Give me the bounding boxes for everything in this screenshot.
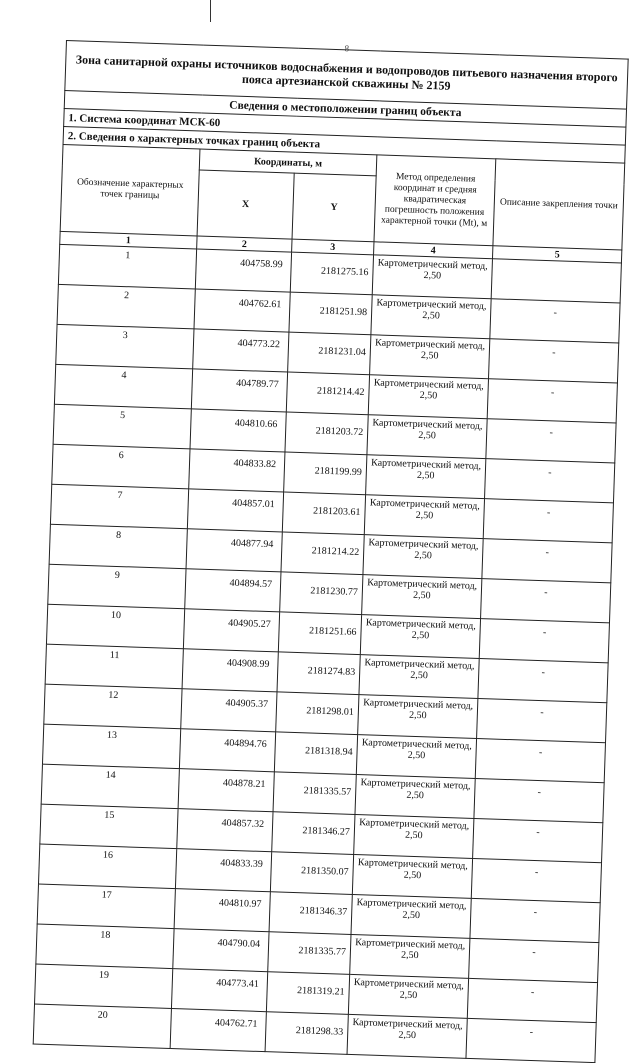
point-number: 3 — [56, 324, 194, 369]
point-number: 4 — [54, 364, 192, 409]
coordinate-x: 404773.22 — [193, 329, 289, 372]
coordinate-system: 1. Система координат МСК-60 — [64, 108, 626, 145]
coordinate-y: 2181346.37 — [269, 892, 352, 935]
coordinate-y: 2181298.01 — [276, 692, 359, 735]
coordinate-x: 404833.39 — [175, 849, 271, 892]
method-text: Картометрический метод, 2,50 — [372, 255, 492, 299]
fixing-description: - — [466, 1018, 596, 1062]
method-text: Картометрический метод, 2,50 — [367, 415, 487, 459]
fixing-description: - — [485, 459, 615, 503]
column-number: 1 — [60, 231, 197, 249]
coordinate-y: 2181231.04 — [288, 332, 371, 375]
method-text: Картометрический метод, 2,50 — [370, 335, 490, 379]
point-number: 7 — [50, 484, 188, 529]
method-text: Картометрический метод, 2,50 — [354, 815, 474, 859]
coordinate-y: 2181346.27 — [272, 812, 355, 855]
method-text: Картометрический метод, 2,50 — [363, 535, 483, 579]
section-title: Сведения о местоположении границ объекта — [64, 90, 626, 127]
column-number: 3 — [292, 239, 374, 255]
coordinate-y: 2181230.77 — [280, 572, 363, 615]
coordinate-y: 2181298.33 — [265, 1012, 348, 1055]
coordinate-x: 404790.04 — [173, 929, 269, 972]
header-description: Описание закрепления точки — [493, 159, 625, 250]
coordinate-y: 2181214.42 — [286, 372, 369, 415]
fixing-description: - — [478, 659, 608, 703]
point-number: 9 — [48, 564, 186, 609]
method-text: Картометрический метод, 2,50 — [360, 615, 480, 659]
scan-edge-mark — [210, 0, 211, 22]
column-number: 4 — [374, 242, 493, 259]
coordinate-y: 2181335.57 — [273, 772, 356, 815]
fixing-description: - — [470, 898, 600, 942]
fixing-description — [491, 259, 621, 303]
boundary-points-table — [33, 40, 629, 1063]
point-number: 18 — [36, 924, 174, 969]
coordinate-y: 2181275.16 — [290, 252, 373, 295]
coordinate-x: 404810.97 — [174, 889, 270, 932]
coordinate-x: 404762.71 — [170, 1009, 266, 1052]
coordinate-x: 404908.99 — [182, 649, 278, 692]
point-number: 8 — [49, 524, 187, 569]
column-number: 2 — [197, 236, 292, 252]
point-number: 5 — [53, 404, 191, 449]
method-text: Картометрический метод, 2,50 — [347, 1014, 467, 1058]
fixing-description: - — [486, 419, 616, 463]
point-number: 20 — [33, 1004, 171, 1049]
point-number: 13 — [42, 724, 180, 769]
method-text: Картометрический метод, 2,50 — [359, 655, 479, 699]
points-section-title: 2. Сведения о характерных точках границ объекта — [63, 126, 625, 163]
fixing-description: - — [489, 339, 619, 383]
method-text: Картометрический метод, 2,50 — [351, 894, 471, 938]
coordinate-y: 2181251.66 — [278, 612, 361, 655]
fixing-description: - — [473, 818, 603, 862]
document-title: Зона санитарной охраны источников водоснабжения и водопроводов питьевого назначения второго пояса артезианской скважины № 2159 — [65, 41, 628, 110]
coordinate-x: 404762.61 — [194, 289, 290, 332]
coordinate-x: 404758.99 — [195, 249, 291, 292]
fixing-description: - — [471, 858, 601, 902]
coordinate-y: 2181319.21 — [266, 972, 349, 1015]
point-number: 15 — [40, 804, 178, 849]
coordinate-x: 404878.21 — [178, 769, 274, 812]
page-number: 8 — [344, 43, 350, 54]
fixing-description: - — [490, 299, 620, 343]
coordinate-x: 404789.77 — [191, 369, 287, 412]
coordinate-y: 2181335.77 — [268, 932, 351, 975]
coordinate-x: 404857.32 — [177, 809, 273, 852]
point-number: 12 — [44, 684, 182, 729]
fixing-description: - — [467, 978, 597, 1022]
coordinate-y: 2181251.98 — [289, 292, 372, 335]
header-x: X — [197, 170, 294, 239]
point-number: 19 — [35, 964, 173, 1009]
coordinate-x: 404773.41 — [171, 969, 267, 1012]
method-text: Картометрический метод, 2,50 — [356, 735, 476, 779]
method-text: Картометрический метод, 2,50 — [364, 495, 484, 539]
point-number: 6 — [52, 444, 190, 489]
fixing-description: - — [482, 539, 612, 583]
method-text: Картометрический метод, 2,50 — [348, 974, 468, 1018]
method-text: Картометрический метод, 2,50 — [352, 854, 472, 898]
point-number: 10 — [46, 604, 184, 649]
coordinate-x: 404857.01 — [187, 489, 283, 532]
coordinate-y: 2181203.61 — [282, 492, 365, 535]
fixing-description: - — [477, 699, 607, 743]
fixing-description: - — [481, 579, 611, 623]
method-text: Картометрический метод, 2,50 — [362, 575, 482, 619]
point-number: 1 — [58, 244, 196, 289]
point-number: 14 — [41, 764, 179, 809]
method-text: Картометрический метод, 2,50 — [371, 295, 491, 339]
method-text: Картометрический метод, 2,50 — [366, 455, 486, 499]
point-number: 2 — [57, 284, 195, 329]
header-designation: Обозначение характерных точек границы — [60, 144, 200, 235]
fixing-description: - — [475, 738, 605, 782]
coordinate-x: 404877.94 — [186, 529, 282, 572]
column-number: 5 — [492, 246, 621, 263]
document-page — [33, 40, 628, 1063]
fixing-description: - — [483, 499, 613, 543]
coordinate-x: 404894.57 — [185, 569, 281, 612]
point-number: 16 — [39, 844, 177, 889]
header-method: Метод определения координат и средняя квадратическая погрешность положения характерной точки (Mt), м — [374, 155, 496, 246]
coordinate-y: 2181350.07 — [270, 852, 353, 895]
coordinate-y: 2181274.83 — [277, 652, 360, 695]
method-text: Картометрический метод, 2,50 — [350, 934, 470, 978]
coordinate-x: 404905.27 — [183, 609, 279, 652]
point-number: 17 — [37, 884, 175, 929]
header-y: Y — [292, 173, 376, 241]
fixing-description: - — [479, 619, 609, 663]
fixing-description: - — [469, 938, 599, 982]
coordinate-x: 404894.76 — [179, 729, 275, 772]
fixing-description: - — [474, 778, 604, 822]
point-number: 11 — [45, 644, 183, 689]
coordinate-y: 2181214.22 — [281, 532, 364, 575]
coordinate-y: 2181318.94 — [274, 732, 357, 775]
coordinate-y: 2181203.72 — [285, 412, 368, 455]
coordinate-x: 404810.66 — [190, 409, 286, 452]
fixing-description: - — [487, 379, 617, 423]
method-text: Картометрический метод, 2,50 — [355, 775, 475, 819]
coordinate-x: 404905.37 — [181, 689, 277, 732]
coordinate-x: 404833.82 — [189, 449, 285, 492]
method-text: Картометрический метод, 2,50 — [368, 375, 488, 419]
header-coordinates: Координаты, м — [199, 149, 377, 176]
coordinate-y: 2181199.99 — [284, 452, 367, 495]
method-text: Картометрический метод, 2,50 — [358, 695, 478, 739]
